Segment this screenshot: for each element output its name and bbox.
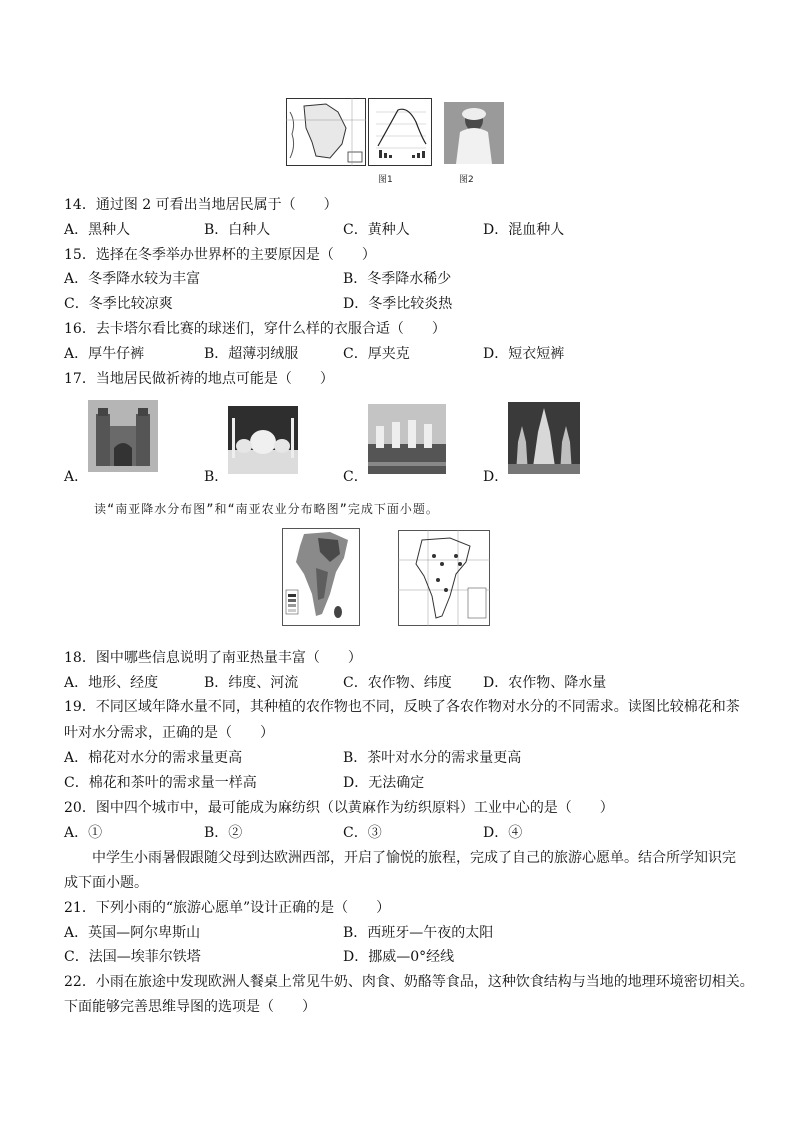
q15-stem: 15．选择在冬季举办世界杯的主要原因是（ ） bbox=[64, 247, 376, 263]
q17-photo-c-temple bbox=[368, 404, 446, 474]
europe-intro-line-2: 成下面小题。 bbox=[64, 875, 148, 891]
q20-stem: 20．图中四个城市中，最可能成为麻纺织（以黄麻作为纺织原料）工业中心的是（ ） bbox=[64, 800, 614, 816]
figure-1-climate-chart bbox=[368, 98, 432, 166]
q18-option-a: A．地形、经度 bbox=[64, 675, 159, 691]
q20-option-c: C．③ bbox=[343, 825, 382, 841]
q17-option-c: C． bbox=[343, 469, 368, 485]
q18-option-b: B．纬度、河流 bbox=[204, 675, 299, 691]
q21-option-b: B．西班牙—午夜的太阳 bbox=[343, 925, 494, 941]
q17-photo-a-church bbox=[88, 400, 158, 472]
q14-option-c: C．黄种人 bbox=[343, 222, 410, 238]
q19-stem-line-2: 叶对水分需求，正确的是（ ） bbox=[64, 725, 274, 741]
q22-stem-line-2: 下面能够完善思维导图的选项是（ ） bbox=[64, 999, 316, 1015]
q16-option-a: A．厚牛仔裤 bbox=[64, 346, 145, 362]
south-asia-intro: 读“南亚降水分布图”和“南亚农业分布略图”完成下面小题。 bbox=[94, 502, 439, 516]
q15-option-c: C．冬季比较凉爽 bbox=[64, 296, 173, 312]
q17-photo-b-mosque bbox=[228, 406, 298, 474]
q19-option-c: C．棉花和茶叶的需求量一样高 bbox=[64, 775, 257, 791]
q15-option-b: B．冬季降水稀少 bbox=[343, 271, 452, 287]
figure-2-label: 图2 bbox=[459, 175, 474, 185]
q14-option-d: D．混血种人 bbox=[483, 222, 565, 238]
south-asia-precipitation-map bbox=[282, 528, 360, 626]
q17-option-d: D． bbox=[483, 469, 509, 485]
q17-option-a: A． bbox=[64, 469, 89, 485]
q14-stem: 14．通过图 2 可看出当地居民属于（ ） bbox=[64, 197, 338, 213]
q17-option-b: B． bbox=[204, 469, 229, 485]
figure-1-label: 图1 bbox=[378, 175, 393, 185]
q18-stem: 18．图中哪些信息说明了南亚热量丰富（ ） bbox=[64, 650, 362, 666]
q19-stem-line-1: 19．不同区域年降水量不同，其种植的农作物也不同，反映了各农作物对水分的不同需求。读图比较棉花和茶 bbox=[64, 699, 740, 715]
q20-option-a: A．① bbox=[64, 825, 103, 841]
q16-option-b: B．超薄羽绒服 bbox=[204, 346, 299, 362]
europe-intro-line-1: 中学生小雨暑假跟随父母到达欧洲西部，开启了愉悦的旅程，完成了自己的旅游心愿单。结合所学知识完 bbox=[92, 850, 736, 866]
q19-option-d: D．无法确定 bbox=[343, 775, 425, 791]
q20-option-b: B．② bbox=[204, 825, 243, 841]
south-asia-agriculture-map bbox=[398, 530, 490, 626]
q16-stem: 16．去卡塔尔看比赛的球迷们，穿什么样的衣服合适（ ） bbox=[64, 321, 446, 337]
q19-option-b: B．茶叶对水分的需求量更高 bbox=[343, 750, 522, 766]
q21-option-c: C．法国—埃菲尔铁塔 bbox=[64, 949, 201, 965]
figure-1-map bbox=[286, 98, 366, 166]
q15-option-a: A．冬季降水较为丰富 bbox=[64, 271, 201, 287]
q15-option-d: D．冬季比较炎热 bbox=[343, 296, 453, 312]
q20-option-d: D．④ bbox=[483, 825, 523, 841]
q18-option-d: D．农作物、降水量 bbox=[483, 675, 607, 691]
q21-stem: 21．下列小雨的“旅游心愿单”设计正确的是（ ） bbox=[64, 900, 391, 916]
q17-stem: 17．当地居民做祈祷的地点可能是（ ） bbox=[64, 371, 334, 387]
figure-2-photo-person bbox=[444, 102, 504, 164]
q21-option-d: D．挪威—0°经线 bbox=[343, 949, 455, 965]
q18-option-c: C．农作物、纬度 bbox=[343, 675, 452, 691]
q16-option-c: C．厚夹克 bbox=[343, 346, 410, 362]
q14-option-a: A．黑种人 bbox=[64, 222, 131, 238]
q21-option-a: A．英国—阿尔卑斯山 bbox=[64, 925, 201, 941]
q19-option-a: A．棉花对水分的需求量更高 bbox=[64, 750, 243, 766]
q17-photo-d-pagoda bbox=[508, 402, 580, 474]
q16-option-d: D．短衣短裤 bbox=[483, 346, 565, 362]
q14-option-b: B．白种人 bbox=[204, 222, 271, 238]
q22-stem-line-1: 22．小雨在旅途中发现欧洲人餐桌上常见牛奶、肉食、奶酪等食品，这种饮食结构与当地的地理环境密切相关。 bbox=[64, 974, 754, 990]
